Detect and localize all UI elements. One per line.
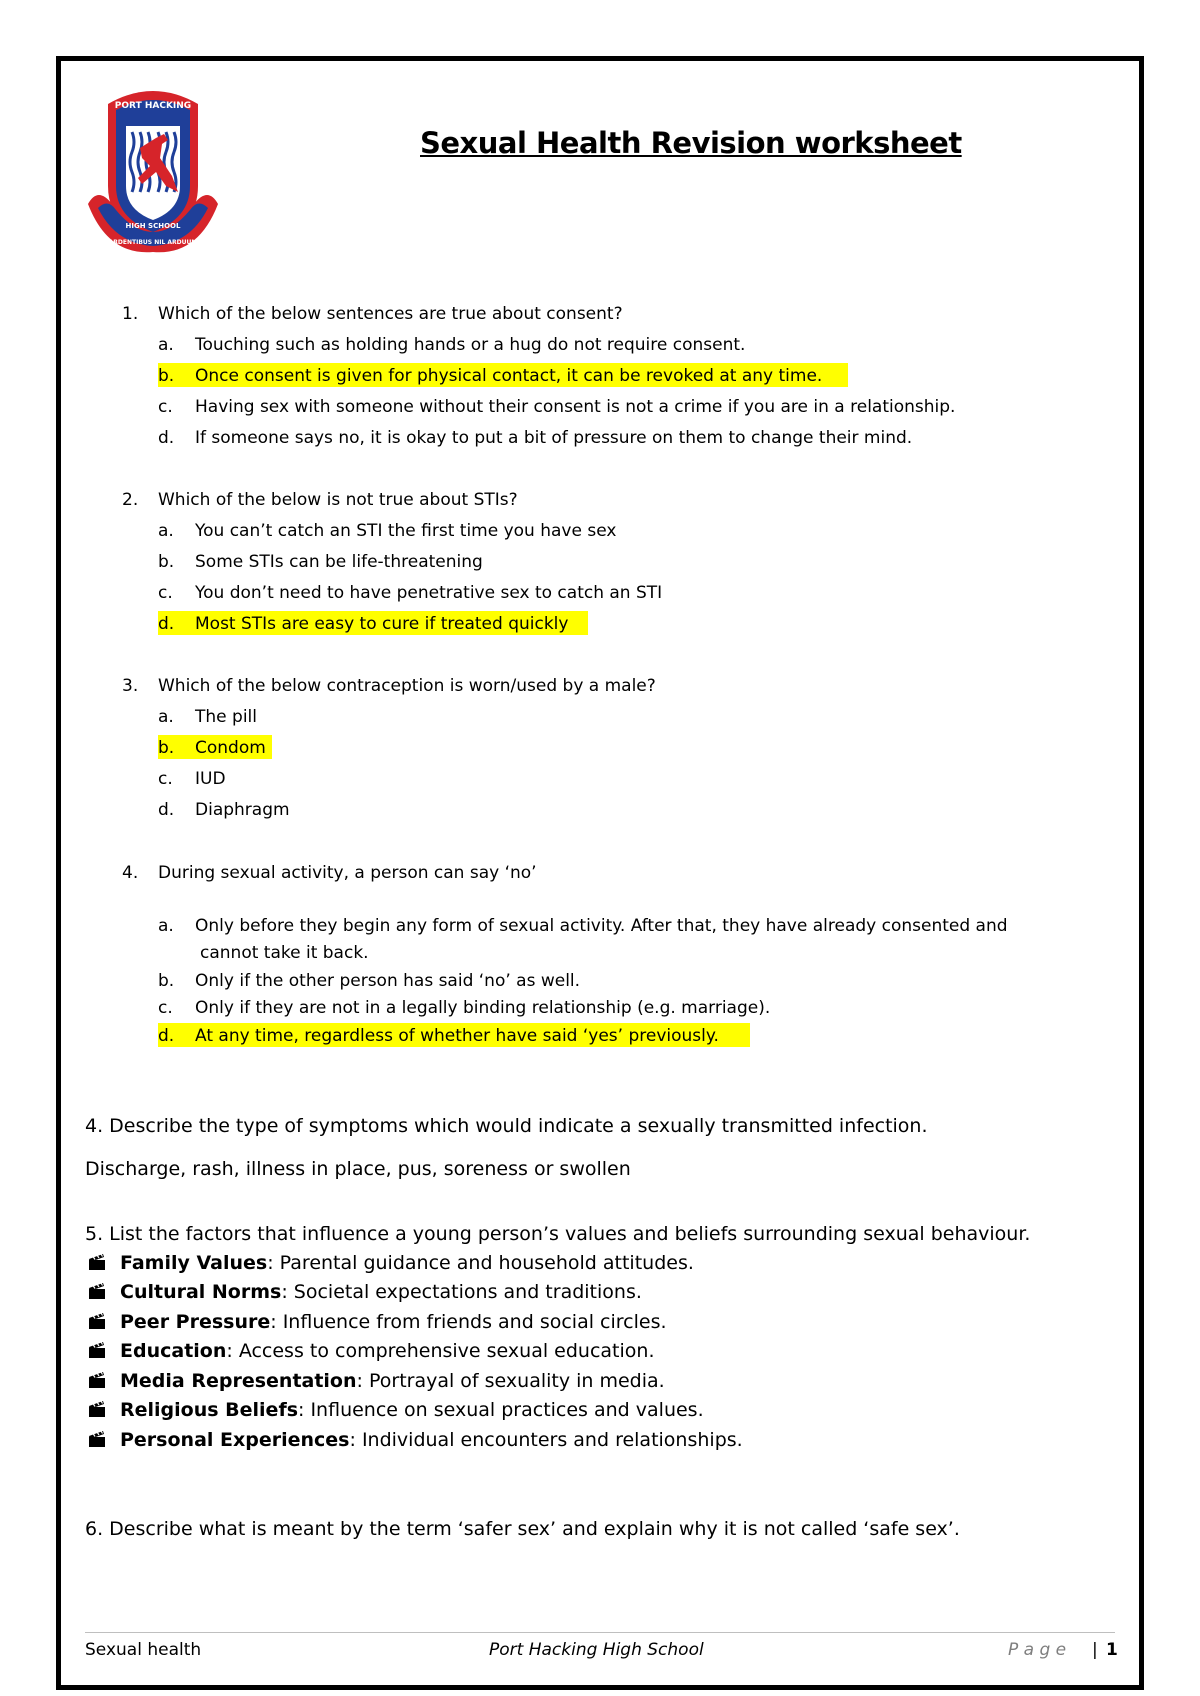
question-text: Which of the below is not true about STIs? [158, 490, 518, 510]
factor-description: : Influence on sexual practices and values. [298, 1399, 704, 1421]
clapperboard-icon [88, 1312, 106, 1330]
footer-page-number: 1 [1106, 1640, 1118, 1660]
factor-description: : Portrayal of sexuality in media. [356, 1370, 665, 1392]
factor-description: : Societal expectations and traditions. [281, 1281, 642, 1303]
question-number: 3. [122, 676, 139, 696]
factor-description: : Individual encounters and relationships. [349, 1429, 743, 1451]
logo-motto-text: ARDENTIBUS NIL ARDUUM [108, 239, 198, 246]
option-text: Condom [195, 738, 266, 758]
page-title: Sexual Health Revision worksheet [420, 126, 962, 160]
option-letter: c. [158, 583, 173, 603]
option-letter: d. [158, 800, 175, 820]
clapperboard-icon [88, 1371, 106, 1389]
factor-term: Peer Pressure [120, 1311, 271, 1333]
option-letter: a. [158, 707, 174, 727]
clapperboard-icon [88, 1253, 106, 1271]
option-letter: b. [158, 971, 175, 991]
question-number: 4. [122, 863, 139, 883]
option-text: IUD [195, 769, 226, 789]
option-text: You can’t catch an STI the first time you have sex [195, 521, 617, 541]
option-text: Some STIs can be life-threatening [195, 552, 483, 572]
option-letter: a. [158, 916, 174, 936]
question-number: 1. [122, 304, 139, 324]
section4-answer: Discharge, rash, illness in place, pus, soreness or swollen [85, 1158, 631, 1180]
clapperboard-icon [88, 1400, 106, 1418]
logo-top-text: PORT HACKING [114, 101, 192, 111]
clapperboard-icon [88, 1282, 106, 1300]
section4-prompt: 4. Describe the type of symptoms which would indicate a sexually transmitted infection. [85, 1115, 928, 1137]
factor-term: Cultural Norms [120, 1281, 282, 1303]
option-letter: b. [158, 366, 175, 386]
footer-separator: | [1092, 1640, 1098, 1660]
option-text: You don’t need to have penetrative sex to catch an STI [195, 583, 663, 603]
clapperboard-icon [88, 1430, 106, 1448]
footer-page-label: P a g e [1008, 1640, 1067, 1660]
factor-description: : Parental guidance and household attitudes. [267, 1252, 694, 1274]
option-text: Diaphragm [195, 800, 290, 820]
option-letter: a. [158, 521, 174, 541]
option-text: If someone says no, it is okay to put a bit of pressure on them to change their mind. [195, 428, 913, 448]
factor-description: : Access to comprehensive sexual education. [226, 1340, 655, 1362]
option-text: Only if they are not in a legally binding relationship (e.g. marriage). [195, 998, 771, 1018]
factor-term: Family Values [120, 1252, 268, 1274]
option-text: Once consent is given for physical contact, it can be revoked at any time. [195, 366, 823, 386]
option-letter: d. [158, 614, 175, 634]
option-text: The pill [195, 707, 257, 727]
option-text: Touching such as holding hands or a hug do not require consent. [195, 335, 746, 355]
factor-description: : Influence from friends and social circles. [270, 1311, 667, 1333]
factor-term: Media Representation [120, 1370, 357, 1392]
school-crest-logo [78, 86, 228, 254]
option-letter: d. [158, 1026, 175, 1046]
option-letter: c. [158, 769, 173, 789]
option-letter: c. [158, 397, 173, 417]
question-text: Which of the below contraception is worn/used by a male? [158, 676, 656, 696]
logo-bottom-text: HIGH SCHOOL [125, 222, 181, 230]
question-text: During sexual activity, a person can say ‘no’ [158, 863, 537, 883]
option-text: Most STIs are easy to cure if treated quickly [195, 614, 569, 634]
option-letter: b. [158, 738, 175, 758]
option-text-continued: cannot take it back. [200, 943, 369, 963]
footer-left: Sexual health [85, 1640, 202, 1660]
option-letter: b. [158, 552, 175, 572]
option-letter: d. [158, 428, 175, 448]
factor-term: Religious Beliefs [120, 1399, 299, 1421]
footer-divider [85, 1632, 1115, 1633]
question-text: Which of the below sentences are true about consent? [158, 304, 623, 324]
section6-prompt: 6. Describe what is meant by the term ‘safer sex’ and explain why it is not called ‘safe sex’. [85, 1518, 960, 1540]
section5-prompt: 5. List the factors that influence a young person’s values and beliefs surrounding sexual behaviour. [85, 1223, 1031, 1245]
option-text: Only before they begin any form of sexual activity. After that, they have already consented and [195, 916, 1008, 936]
clapperboard-icon [88, 1341, 106, 1359]
factor-term: Personal Experiences [120, 1429, 350, 1451]
option-text: Having sex with someone without their consent is not a crime if you are in a relationship. [195, 397, 956, 417]
option-text: Only if the other person has said ‘no’ as well. [195, 971, 581, 991]
option-letter: c. [158, 998, 173, 1018]
factor-term: Education [120, 1340, 227, 1362]
footer-center: Port Hacking High School [489, 1640, 704, 1660]
option-text: At any time, regardless of whether have said ‘yes’ previously. [195, 1026, 719, 1046]
option-letter: a. [158, 335, 174, 355]
question-number: 2. [122, 490, 139, 510]
